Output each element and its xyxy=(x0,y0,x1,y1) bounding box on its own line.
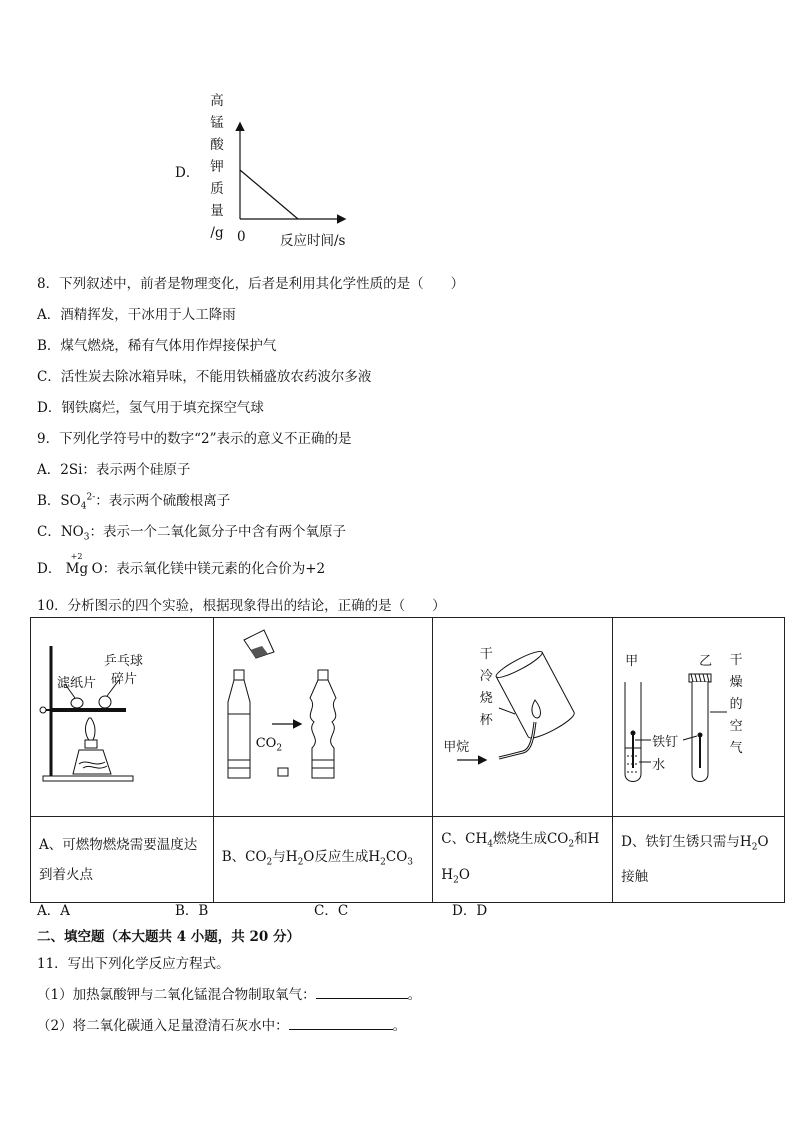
option-d-label: D． xyxy=(175,165,200,181)
valence-symbol xyxy=(65,552,89,577)
answer-blank[interactable] xyxy=(316,986,408,999)
beaker-char: 冷 xyxy=(479,669,493,684)
chem-symbol: NO xyxy=(60,524,84,540)
chem-symbol-o: O xyxy=(91,561,103,577)
option-text: ：表示两个硅原子 xyxy=(82,462,191,478)
label-co2 xyxy=(256,736,282,754)
q8-option-c: C．活性炭去除冰箱异味，不能用铁桶盛放农药波尔多液 xyxy=(37,369,372,385)
label-tube-jia: 甲 xyxy=(625,654,639,669)
beaker-char: 干 xyxy=(479,647,493,662)
option-prefix: B． xyxy=(37,493,61,509)
q9-option-d xyxy=(37,552,326,577)
label-methane: 甲烷 xyxy=(443,740,470,755)
q9-option-a xyxy=(37,458,190,478)
y-char: 高 xyxy=(210,93,224,109)
caption-d: D、铁钉生锈只需与$H_2O$接触 xyxy=(613,817,785,903)
label-pingpong-pieces: 碎片 xyxy=(111,672,138,687)
dry-air-char: 气 xyxy=(729,741,743,756)
cell-c-figure xyxy=(433,618,613,817)
decreasing-line xyxy=(240,170,298,219)
dry-air-char: 干 xyxy=(729,653,743,668)
q11-item-1 xyxy=(37,983,421,1003)
y-char: 钾 xyxy=(210,159,224,175)
answer-blank[interactable] xyxy=(289,1017,393,1030)
q8-stem: 8．下列叙述中，前者是物理变化，后者是利用其化学性质的是（ ） xyxy=(37,276,465,292)
cell-d-figure xyxy=(613,618,785,817)
q10-answer-a: A．A xyxy=(37,903,70,919)
label-dry-air xyxy=(727,650,745,760)
cell-a-figure xyxy=(31,618,214,817)
q11-stem: 11．写出下列化学反应方程式。 xyxy=(37,956,230,972)
subscript: 4 xyxy=(80,501,87,512)
q11-item-2 xyxy=(37,1014,406,1034)
label-iron-nail: 铁钉 xyxy=(652,735,679,750)
subscript: 2 xyxy=(276,743,283,754)
option-text: ：表示两个硫酸根离子 xyxy=(95,493,231,509)
chem-symbol: 2Si xyxy=(60,462,83,478)
q9-option-c xyxy=(37,520,346,543)
item-text: （1）加热氯酸钾与二氧化锰混合物制取氧气： xyxy=(37,987,316,1003)
label-water: 水 xyxy=(652,758,666,773)
label-tube-yi: 乙 xyxy=(699,654,713,669)
y-char: /g xyxy=(210,225,224,241)
option-text: ：表示一个二氧化氮分子中含有两个氧原子 xyxy=(89,524,346,540)
chem-symbol: Mg xyxy=(65,561,89,577)
beaker-char: 烧 xyxy=(479,691,493,706)
graph-y-label xyxy=(206,90,228,244)
y-char: 量 xyxy=(210,203,224,219)
dry-air-char: 空 xyxy=(729,719,743,734)
label-dry-cold-beaker xyxy=(477,644,495,732)
item-text: （2）将二氧化碳通入足量澄清石灰水中： xyxy=(37,1018,289,1034)
option-prefix: A． xyxy=(37,462,61,478)
co2-bottle-apparatus xyxy=(214,618,434,816)
q10-stem: 10．分析图示的四个实验，根据现象得出的结论，正确的是（ ） xyxy=(37,598,446,614)
q8-option-b: B．煤气燃烧，稀有气体用作焊接保护气 xyxy=(37,338,277,354)
y-char: 锰 xyxy=(210,115,224,131)
graph-axes xyxy=(230,118,350,224)
beaker-char: 杯 xyxy=(479,713,493,728)
option-prefix: D． xyxy=(37,561,62,577)
end-mark: 。 xyxy=(392,1018,407,1034)
graph-x-label: 反应时间/s xyxy=(280,233,346,249)
q10-answer-c: C．C xyxy=(314,903,349,919)
co2-text: CO xyxy=(255,736,277,751)
caption-b: B、$CO_2$与$H_2O$反应生成$H_2CO_3$ xyxy=(213,817,433,903)
y-char: 质 xyxy=(210,181,224,197)
dry-air-char: 的 xyxy=(729,697,743,712)
section-2-heading: 二、填空题（本大题共 4 小题，共 20 分） xyxy=(37,929,300,945)
option-text: ：表示氧化镁中镁元素的化合价为+2 xyxy=(102,561,326,577)
iron-nail-test-tubes xyxy=(613,618,785,816)
cell-b-figure xyxy=(213,618,433,817)
caption-a: A、可燃物燃烧需要温度达到着火点 xyxy=(31,817,214,903)
methane-beaker-apparatus xyxy=(433,618,613,816)
q10-answer-d: D．D xyxy=(452,903,488,919)
experiment-table xyxy=(30,617,785,903)
valence-mark: +2 xyxy=(70,552,83,561)
subscript: 3 xyxy=(83,532,90,543)
caption-c: C、$CH_4$燃烧生成$CO_2$和H $H_2O$ xyxy=(433,817,613,903)
q9-option-b xyxy=(37,489,230,512)
y-char: 酸 xyxy=(210,137,224,153)
chem-symbol: SO xyxy=(60,493,81,509)
q8-option-d: D．钢铁腐烂，氢气用于填充探空气球 xyxy=(37,400,264,416)
q8-option-a: A．酒精挥发，干冰用于人工降雨 xyxy=(37,307,236,323)
superscript: 2- xyxy=(86,492,96,503)
end-mark: 。 xyxy=(407,987,422,1003)
dry-air-char: 燥 xyxy=(729,675,743,690)
option-prefix: C． xyxy=(37,524,61,540)
label-pingpong: 乒乓球 xyxy=(104,654,144,669)
q10-answer-b: B．B xyxy=(175,903,209,919)
burning-condition-apparatus xyxy=(31,618,214,816)
q9-stem: 9．下列化学符号中的数字“2”表示的意义不正确的是 xyxy=(37,431,352,447)
graph-origin: 0 xyxy=(237,229,246,245)
label-filter-paper: 滤纸片 xyxy=(57,676,97,691)
